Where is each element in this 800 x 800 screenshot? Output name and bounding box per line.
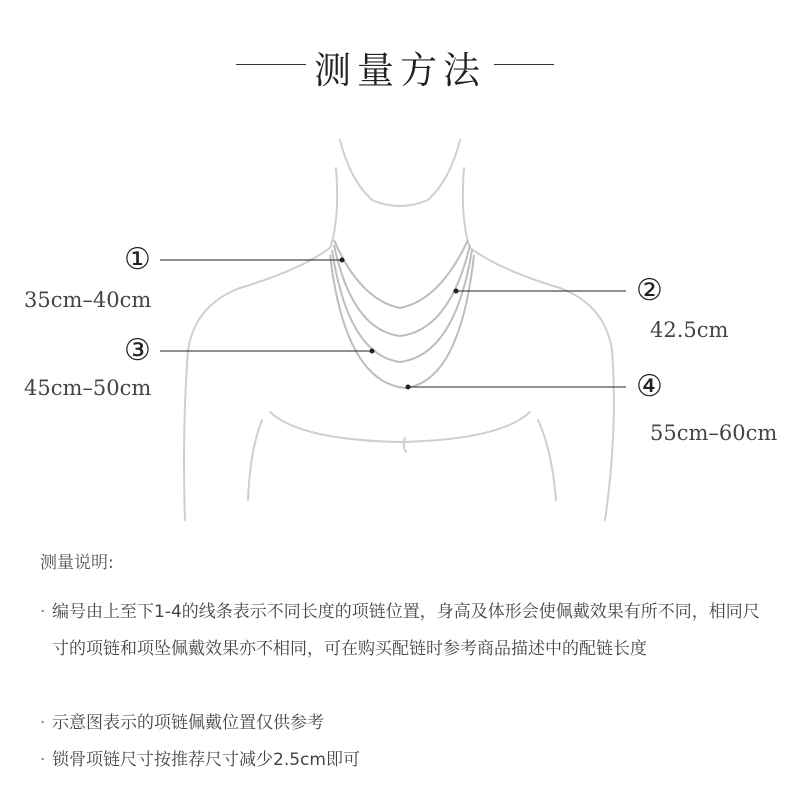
necklaces (330, 240, 474, 388)
left-arm-crease (248, 420, 262, 500)
page-title: 测量方法 (314, 49, 486, 92)
body-outline (184, 140, 614, 520)
dot-2 (454, 289, 459, 294)
length-label-2: 42.5cm (650, 318, 729, 342)
marker-4: ④ (636, 369, 663, 404)
bullet: · (40, 750, 46, 770)
length-label-1: 35cm–40cm (24, 288, 152, 312)
right-arm-crease (538, 420, 556, 500)
marker-3: ③ (124, 333, 151, 368)
left-shoulder-outline (184, 168, 337, 520)
bullet: · (40, 713, 46, 733)
dot-1 (340, 258, 345, 263)
chest-mark (404, 438, 406, 452)
note-text: 编号由上至下1-4的线条表示不同长度的项链位置，身高及体形会使佩戴效果有所不同，相同尺寸的项链和项坠佩戴效果亦不相同，可在购买配链时参考商品描述中的配链长度 (52, 602, 760, 659)
bullet: · (40, 602, 46, 622)
note-text: 示意图表示的项链佩戴位置仅供参考 (52, 713, 324, 733)
dot-3 (370, 349, 375, 354)
chin-outline (340, 140, 460, 206)
leader-dots (340, 258, 459, 390)
right-shoulder-outline (463, 168, 614, 520)
note-item (40, 742, 780, 779)
marker-1: ① (124, 242, 151, 277)
dot-4 (406, 385, 411, 390)
necklace-1 (334, 240, 468, 308)
marker-2: ② (636, 273, 663, 308)
note-item (40, 705, 780, 742)
length-label-4: 55cm–60cm (650, 421, 778, 445)
length-label-3: 45cm–50cm (24, 376, 152, 400)
notes-heading: 测量说明: (40, 553, 114, 573)
note-item (40, 594, 780, 668)
leader-lines (160, 260, 626, 387)
note-text: 锁骨项链尺寸按推荐尺寸减少2.5cm即可 (52, 750, 360, 770)
neckline-outline (270, 412, 530, 442)
